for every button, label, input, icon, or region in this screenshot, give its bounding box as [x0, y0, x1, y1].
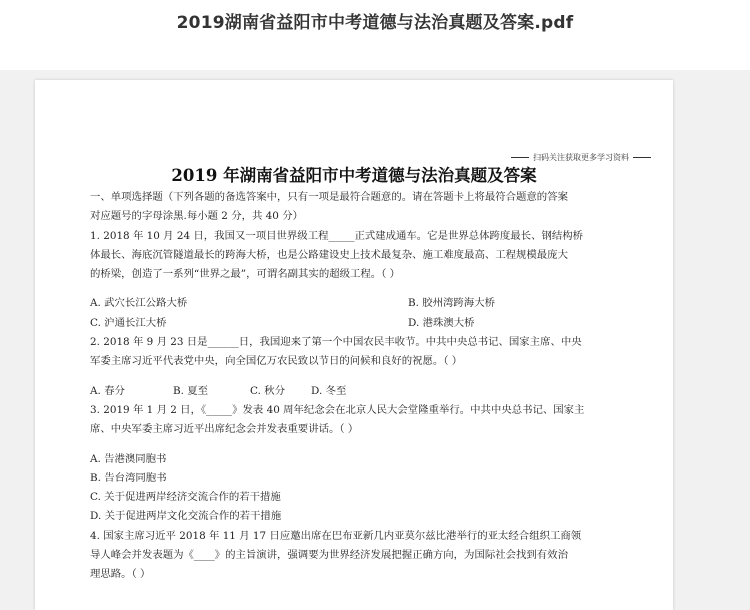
question-3-line: 席、中央军委主席习近平出席纪念会并发表重要讲话。（ ）: [90, 423, 359, 435]
q3-option-b: B. 告台湾同胞书: [90, 472, 167, 484]
q2-option-a: A. 春分: [90, 385, 125, 397]
document-file-title: 2019湖南省益阳市中考道德与法治真题及答案.pdf: [176, 13, 574, 33]
question-4-line: 4. 国家主席习近平 2018 年 11 月 17 日应邀出席在巴布亚新几内亚莫尔兹比港举行的亚太经合组织工商领: [90, 530, 582, 542]
q3-option-c: C. 关于促进两岸经济交流合作的若干措施: [90, 491, 281, 503]
question-1-line: 的桥梁，创造了一系列“世界之最”，可谓名副其实的超级工程。（ ）: [90, 268, 401, 280]
question-1-line: 体最长、海底沉管隧道最长的跨海大桥，也是公路建设史上技术最复杂、施工难度最高、工程规模最庞大: [90, 249, 568, 261]
question-4-line: 导人峰会并发表题为《____》的主旨演讲，强调要为世界经济发展把握正确方向，为国际社会找到有效治: [90, 549, 568, 561]
section-intro-line: 一、单项选择题（下列各题的备选答案中，只有一项是最符合题意的。请在答题卡上将最符合题意的答案: [90, 191, 568, 203]
section-intro-line: 对应题号的字母涂黑.每小题 2 分，共 40 分）: [90, 210, 303, 222]
q2-option-c: C. 秋分: [250, 385, 285, 397]
q2-option-d: D. 冬至: [311, 385, 347, 397]
q3-option-d: D. 关于促进两岸文化交流合作的若干措施: [90, 510, 282, 522]
pdf-page: [35, 80, 673, 610]
q1-option-c: C. 沪通长江大桥: [90, 317, 167, 329]
q2-option-b: B. 夏至: [173, 385, 209, 397]
question-2-line: 2. 2018 年 9 月 23 日是______日，我国迎来了第一个中国农民丰收节。中共中央总书记、国家主席、中央: [90, 336, 582, 348]
viewer-header: [0, 0, 750, 70]
exam-title: 2019 年湖南省益阳市中考道德与法治真题及答案: [171, 166, 537, 185]
question-3-line: 3. 2019 年 1 月 2 日，《_____》发表 40 周年纪念会在北京人民大会堂隆重举行。中共中央总书记、国家主: [90, 404, 585, 416]
q1-option-a: A. 武穴长江公路大桥: [90, 297, 188, 309]
question-1-line: 1. 2018 年 10 月 24 日，我国又一项目世界级工程_____正式建成通车。它是世界总体跨度最长、钢结构桥: [90, 230, 584, 242]
question-4-line: 理思路。（ ）: [90, 568, 151, 580]
q3-option-a: A. 告港澳同胞书: [90, 453, 167, 465]
q1-option-d: D. 港珠澳大桥: [408, 317, 475, 329]
watermark: 扫码关注获取更多学习资料: [507, 152, 655, 163]
q1-option-b: B. 胶州湾跨海大桥: [408, 297, 495, 309]
question-2-line: 军委主席习近平代表党中央，向全国亿万农民致以节日的问候和良好的祝愿。（ ）: [90, 355, 463, 367]
